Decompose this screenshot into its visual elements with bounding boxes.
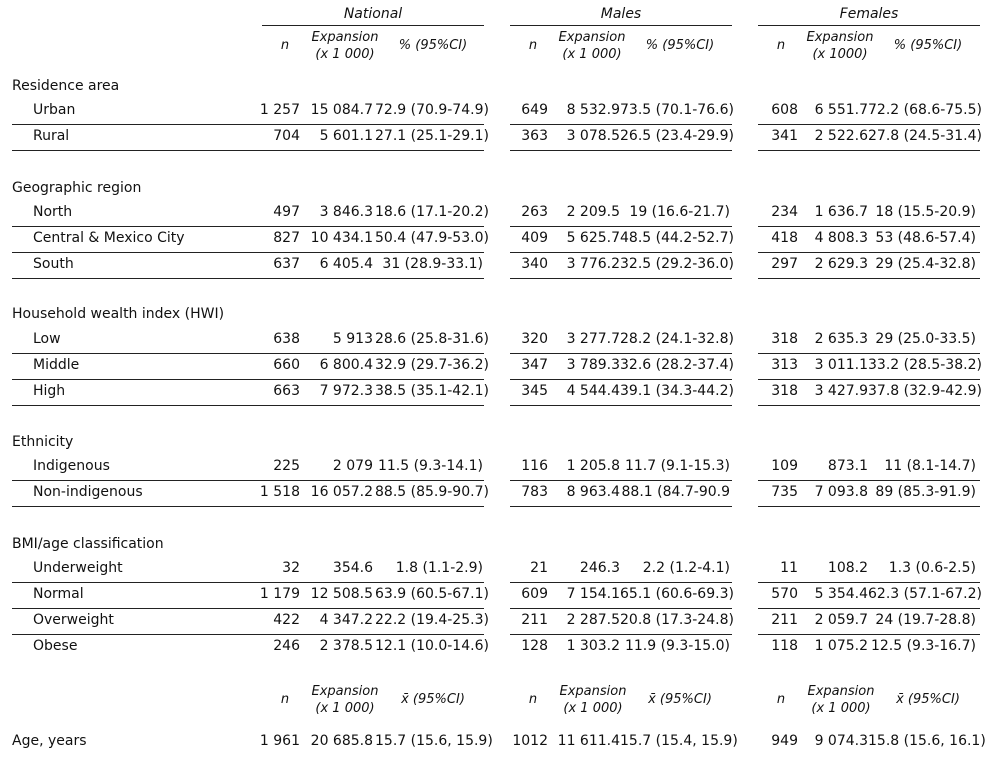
cell: 345 (521, 383, 548, 399)
cell: 873.1 (827, 458, 868, 474)
header-expansion-unit: (x 1 000) (315, 701, 375, 716)
row-rule (510, 150, 732, 151)
cell: 109 (771, 458, 798, 474)
group-rule-national (262, 25, 484, 26)
cell: 4 808.3 (814, 230, 868, 246)
header-expansion: Expansion (558, 30, 626, 45)
cell: 7 972.3 (319, 383, 373, 399)
cell: 6 551.7 (814, 102, 868, 118)
cell: 24 (19.7-28.8) (875, 612, 976, 628)
cell: 18.6 (17.1-20.2) (375, 204, 489, 220)
section-title-region: Geographic region (12, 180, 142, 196)
cell: 11 611.4 (557, 733, 620, 749)
row-rule (758, 150, 980, 151)
row-label: Normal (33, 586, 84, 602)
cell: 16 057.2 (310, 484, 373, 500)
row-rule (758, 278, 980, 279)
header-percent-ci: % (95%CI) (645, 38, 715, 53)
cell: 18 (15.5-20.9) (875, 204, 976, 220)
cell: 9 074.3 (814, 733, 868, 749)
section-title-hwi: Household wealth index (HWI) (12, 306, 225, 322)
cell: 318 (771, 383, 798, 399)
table-row (0, 353, 990, 379)
cell: 5 354.4 (814, 586, 868, 602)
cell: 347 (521, 357, 548, 373)
cell: 31 (28.9-33.1) (382, 256, 483, 272)
cell: 638 (273, 331, 300, 347)
header-n: n (528, 692, 538, 707)
cell: 211 (771, 612, 798, 628)
cell: 1 961 (259, 733, 300, 749)
header-expansion-unit: (x 1 000) (315, 47, 375, 62)
cell: 50.4 (47.9-53.0) (375, 230, 489, 246)
cell: 4 544.4 (566, 383, 620, 399)
cell: 116 (521, 458, 548, 474)
cell: 3 846.3 (319, 204, 373, 220)
cell: 38.5 (35.1-42.1) (375, 383, 489, 399)
cell: 7 154.1 (566, 586, 620, 602)
cell: 3 427.9 (814, 383, 868, 399)
header-n: n (528, 38, 538, 53)
cell: 15.7 (15.6, 15.9) (375, 733, 493, 749)
cell: 211 (521, 612, 548, 628)
table-row (0, 327, 990, 353)
cell: 783 (521, 484, 548, 500)
row-label: Middle (33, 357, 80, 373)
cell: 48.5 (44.2-52.7) (620, 230, 734, 246)
cell: 3 277.7 (566, 331, 620, 347)
header-n: n (776, 692, 786, 707)
table-row (0, 582, 990, 608)
row-label: Urban (33, 102, 76, 118)
header-mean-ci: x̄ (95%CI) (896, 692, 960, 707)
row-label: Low (33, 331, 61, 347)
cell: 62.3 (57.1-67.2) (868, 586, 982, 602)
cell: 320 (521, 331, 548, 347)
cell: 2 378.5 (319, 638, 373, 654)
cell: 363 (521, 128, 548, 144)
cell: 234 (771, 204, 798, 220)
row-label: Central & Mexico City (33, 230, 185, 246)
cell: 2 079 (332, 458, 373, 474)
table-row (0, 200, 990, 226)
row-label: Non-indigenous (33, 484, 143, 500)
cell: 6 405.4 (319, 256, 373, 272)
cell: 949 (771, 733, 798, 749)
cell: 29 (25.4-32.8) (875, 256, 976, 272)
row-rule (510, 405, 732, 406)
row-label: Obese (33, 638, 78, 654)
group-title-females: Females (839, 6, 899, 22)
header-percent-ci: % (95%CI) (893, 38, 963, 53)
section-title-bmi: BMI/age classification (12, 536, 164, 552)
header-n: n (280, 38, 290, 53)
cell: 27.1 (25.1-29.1) (375, 128, 489, 144)
row-label: Age, years (12, 733, 87, 749)
cell: 10 434.1 (310, 230, 373, 246)
cell: 637 (273, 256, 300, 272)
cell: 354.6 (332, 560, 373, 576)
cell: 4 347.2 (319, 612, 373, 628)
cell: 418 (771, 230, 798, 246)
cell: 11 (8.1-14.7) (884, 458, 976, 474)
cell: 609 (521, 586, 548, 602)
row-rule (12, 405, 484, 406)
cell: 63.9 (60.5-67.1) (375, 586, 489, 602)
cell: 2 287.5 (566, 612, 620, 628)
cell: 297 (771, 256, 798, 272)
row-label: High (33, 383, 66, 399)
cell: 3 789.3 (566, 357, 620, 373)
cell: 570 (771, 586, 798, 602)
cell: 33.2 (28.5-38.2) (868, 357, 982, 373)
cell: 12.1 (10.0-14.6) (375, 638, 489, 654)
group-title-national: National (343, 6, 403, 22)
table-row (0, 480, 990, 506)
header-expansion-unit: (x 1 000) (562, 47, 622, 62)
row-rule (510, 506, 732, 507)
header-n: n (776, 38, 786, 53)
cell: 246.3 (579, 560, 620, 576)
cell: 313 (771, 357, 798, 373)
cell: 2 635.3 (814, 331, 868, 347)
cell: 2 522.6 (814, 128, 868, 144)
cell: 29 (25.0-33.5) (875, 331, 976, 347)
cell: 11.9 (9.3-15.0) (624, 638, 730, 654)
table-row (0, 608, 990, 634)
cell: 3 776.2 (566, 256, 620, 272)
cell: 5 913 (332, 331, 373, 347)
cell: 8 963.4 (566, 484, 620, 500)
section-title-ethnicity: Ethnicity (12, 434, 74, 450)
cell: 318 (771, 331, 798, 347)
header-expansion-unit: (x 1 000) (811, 701, 871, 716)
cell: 15.7 (15.4, 15.9) (620, 733, 738, 749)
cell: 5 625.7 (566, 230, 620, 246)
cell: 12.5 (9.3-16.7) (870, 638, 976, 654)
cell: 8 532.9 (566, 102, 620, 118)
header-mean-ci: x̄ (95%CI) (401, 692, 465, 707)
table-row (0, 454, 990, 480)
cell: 341 (771, 128, 798, 144)
cell: 15 084.7 (310, 102, 373, 118)
row-rule (510, 278, 732, 279)
row-rule (758, 405, 980, 406)
row-rule (758, 506, 980, 507)
cell: 663 (273, 383, 300, 399)
cell: 28.2 (24.1-32.8) (620, 331, 734, 347)
cell: 246 (273, 638, 300, 654)
cell: 39.1 (34.3-44.2) (620, 383, 734, 399)
cell: 225 (273, 458, 300, 474)
cell: 2 629.3 (814, 256, 868, 272)
cell: 128 (521, 638, 548, 654)
cell: 37.8 (32.9-42.9) (868, 383, 982, 399)
cell: 22.2 (19.4-25.3) (375, 612, 489, 628)
row-label: Indigenous (33, 458, 110, 474)
table-row (0, 252, 990, 278)
group-rule-females (758, 25, 980, 26)
cell: 5 601.1 (319, 128, 373, 144)
cell: 65.1 (60.6-69.3) (620, 586, 734, 602)
cell: 3 011.1 (814, 357, 868, 373)
cell: 409 (521, 230, 548, 246)
table-row (0, 124, 990, 150)
cell: 608 (771, 102, 798, 118)
cell: 1 205.8 (566, 458, 620, 474)
cell: 15.8 (15.6, 16.1) (868, 733, 986, 749)
row-label: Underweight (33, 560, 123, 576)
cell: 12 508.5 (310, 586, 373, 602)
cell: 2.2 (1.2-4.1) (642, 560, 730, 576)
cell: 827 (273, 230, 300, 246)
table-row (0, 226, 990, 252)
row-label: Rural (33, 128, 70, 144)
header-expansion: Expansion (807, 684, 875, 699)
cell: 72.9 (70.9-74.9) (375, 102, 489, 118)
header-expansion: Expansion (806, 30, 874, 45)
cell: 53 (48.6-57.4) (875, 230, 976, 246)
cell: 1 179 (259, 586, 300, 602)
cell: 422 (273, 612, 300, 628)
row-label: Overweight (33, 612, 114, 628)
header-expansion-unit: (x 1 000) (563, 701, 623, 716)
row-rule (12, 506, 484, 507)
cell: 735 (771, 484, 798, 500)
cell: 108.2 (827, 560, 868, 576)
cell: 73.5 (70.1-76.6) (620, 102, 734, 118)
cell: 1 303.2 (566, 638, 620, 654)
cell: 340 (521, 256, 548, 272)
cell: 26.5 (23.4-29.9) (620, 128, 734, 144)
table-row (0, 379, 990, 405)
table-row (0, 634, 990, 660)
header-expansion: Expansion (311, 684, 379, 699)
cell: 1 257 (259, 102, 300, 118)
cell: 497 (273, 204, 300, 220)
cell: 660 (273, 357, 300, 373)
table-row (0, 556, 990, 582)
cell: 27.8 (24.5-31.4) (868, 128, 982, 144)
cell: 19 (16.6-21.7) (629, 204, 730, 220)
cell: 263 (521, 204, 548, 220)
cell: 1012 (512, 733, 548, 749)
cell: 88.1 (84.7-90.9 (621, 484, 730, 500)
table-row-age (0, 729, 990, 755)
cell: 20.8 (17.3-24.8) (620, 612, 734, 628)
cell: 2 059.7 (814, 612, 868, 628)
header-expansion: Expansion (311, 30, 379, 45)
cell: 88.5 (85.9-90.7) (375, 484, 489, 500)
group-title-males: Males (600, 6, 642, 22)
cell: 118 (771, 638, 798, 654)
cell: 11.7 (9.1-15.3) (624, 458, 730, 474)
header-expansion: Expansion (559, 684, 627, 699)
cell: 32.5 (29.2-36.0) (620, 256, 734, 272)
cell: 32.6 (28.2-37.4) (620, 357, 734, 373)
cell: 32.9 (29.7-36.2) (375, 357, 489, 373)
cell: 649 (521, 102, 548, 118)
cell: 89 (85.3-91.9) (875, 484, 976, 500)
cell: 7 093.8 (814, 484, 868, 500)
row-rule (12, 150, 484, 151)
cell: 1.8 (1.1-2.9) (395, 560, 483, 576)
cell: 1.3 (0.6-2.5) (888, 560, 976, 576)
cell: 1 636.7 (814, 204, 868, 220)
cell: 6 800.4 (319, 357, 373, 373)
row-rule (12, 278, 484, 279)
header-percent-ci: % (95%CI) (398, 38, 468, 53)
cell: 1 518 (259, 484, 300, 500)
section-title-residence: Residence area (12, 78, 120, 94)
cell: 72.2 (68.6-75.5) (868, 102, 982, 118)
cell: 704 (273, 128, 300, 144)
header-mean-ci: x̄ (95%CI) (648, 692, 712, 707)
cell: 3 078.5 (566, 128, 620, 144)
group-rule-males (510, 25, 732, 26)
cell: 20 685.8 (310, 733, 373, 749)
cell: 28.6 (25.8-31.6) (375, 331, 489, 347)
cell: 11.5 (9.3-14.1) (377, 458, 483, 474)
cell: 32 (282, 560, 300, 576)
cell: 11 (780, 560, 798, 576)
row-label: South (33, 256, 74, 272)
cell: 2 209.5 (566, 204, 620, 220)
cell: 1 075.2 (814, 638, 868, 654)
header-n: n (280, 692, 290, 707)
table-row (0, 98, 990, 124)
cell: 21 (530, 560, 548, 576)
row-label: North (33, 204, 73, 220)
header-expansion-unit: (x 1000) (812, 47, 868, 62)
